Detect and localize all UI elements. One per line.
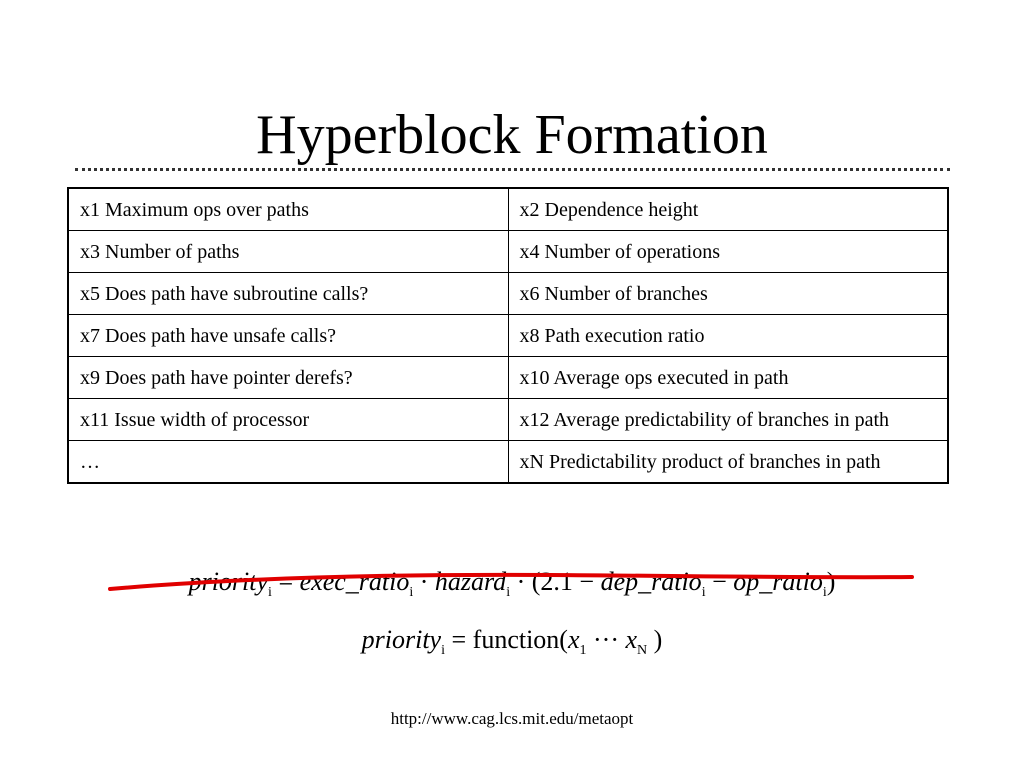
formula-term: x: [567, 625, 580, 654]
formula-term: x: [625, 625, 638, 654]
formula-term: hazard: [434, 567, 507, 596]
table-row: [68, 231, 948, 273]
table-cell: x1 Maximum ops over paths: [68, 188, 508, 231]
table-cell: x12 Average predictability of branches in path: [508, 399, 948, 441]
strikethrough-mark: [100, 562, 930, 612]
formula-function: function(: [472, 625, 568, 654]
table-cell: x8 Path execution ratio: [508, 315, 948, 357]
formula-subscript: i: [506, 585, 511, 600]
table-row: [68, 273, 948, 315]
table-row: [68, 357, 948, 399]
formula-term: priority: [361, 625, 442, 654]
formula-operator: ···: [586, 625, 626, 654]
table-cell: x5 Does path have subroutine calls?: [68, 273, 508, 315]
formula-operator: =: [444, 625, 473, 654]
table-cell: x6 Number of branches: [508, 273, 948, 315]
formula-operator: −: [705, 567, 734, 596]
table-cell: x10 Average ops executed in path: [508, 357, 948, 399]
formula-term: exec_ratio: [299, 567, 410, 596]
formula-term: dep_ratio: [600, 567, 702, 596]
feature-table: [67, 187, 949, 484]
formula-subscript: 1: [579, 643, 587, 658]
formula-subscript: i: [701, 585, 706, 600]
table-cell: x11 Issue width of processor: [68, 399, 508, 441]
formula-operator: (2.1 −: [531, 567, 601, 596]
table-row: [68, 315, 948, 357]
formula-term: op_ratio: [733, 567, 823, 596]
formula-subscript: i: [268, 585, 272, 600]
title-dotted-rule: [75, 168, 950, 171]
formula-subscript: i: [409, 585, 414, 600]
table-row: [68, 188, 948, 231]
formula-operator: ): [647, 625, 663, 654]
table-cell: xN Predictability product of branches in path: [508, 441, 948, 484]
formula-operator: ·: [413, 567, 435, 596]
formula-subscript: i: [441, 643, 445, 658]
table-cell: x7 Does path have unsafe calls?: [68, 315, 508, 357]
table-cell: x2 Dependence height: [508, 188, 948, 231]
table-row: [68, 399, 948, 441]
formula-subscript: i: [822, 585, 827, 600]
formula-term: priority: [188, 567, 269, 596]
table-cell: x4 Number of operations: [508, 231, 948, 273]
table-row: [68, 441, 948, 484]
new-priority-formula: [0, 625, 1024, 659]
table-cell: …: [68, 441, 508, 484]
footer-url: http://www.cag.lcs.mit.edu/metaopt: [390, 709, 634, 728]
table-cell: x9 Does path have pointer derefs?: [68, 357, 508, 399]
formula-subscript: N: [637, 643, 648, 658]
formula-operator: ·: [510, 567, 532, 596]
formula-operator: ): [826, 567, 836, 596]
formula-operator: =: [271, 567, 300, 596]
table-cell: x3 Number of paths: [68, 231, 508, 273]
slide-title: Hyperblock Formation: [256, 104, 768, 166]
